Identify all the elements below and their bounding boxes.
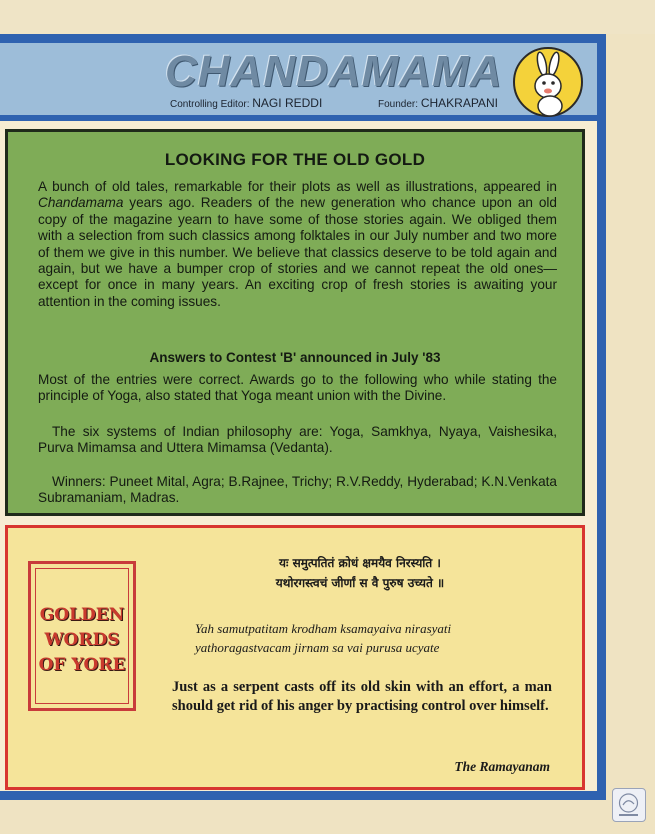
corner-logo-icon — [612, 788, 646, 822]
editorial-magazine-name: Chandamama — [38, 195, 124, 211]
badge-line-1: GOLDEN — [39, 605, 125, 625]
editor-name: NAGI REDDI — [252, 96, 323, 110]
founder — [378, 96, 498, 110]
sanskrit-line-1: यः समुत्पतितं क्रोधं क्षमयैव निरस्यति । — [279, 556, 441, 570]
magazine-title: CHANDAMAMA — [165, 47, 503, 96]
editorial-paragraph — [38, 179, 557, 310]
sanskrit-line-2: यथोरगस्त्वचं जीर्णां स वै पुरुष उच्यते ॥ — [275, 576, 445, 590]
controlling-editor — [170, 96, 322, 110]
translit-line-1: Yah samutpatitam krodham ksamayaiva nirasyati — [195, 621, 452, 636]
badge-line-3: OF YORE — [38, 655, 126, 675]
founder-name: CHAKRAPANI — [420, 96, 498, 110]
page-top-margin — [0, 0, 655, 34]
contest-paragraph: Most of the entries were correct. Awards go to the following who while stating the principle of Yoga, also stated that Yoga meant union with the Divine. — [38, 372, 557, 404]
golden-words-badge-text — [33, 603, 131, 678]
philosophy-paragraph: The six systems of Indian philosophy are: Yoga, Samkhya, Nyaya, Vaishesika, Purva Mimamsa and Uttera Mimamsa (Vedanta). — [38, 424, 557, 456]
winners-paragraph: Winners: Puneet Mital, Agra; B.Rajnee, Trichy; R.V.Reddy, Hyderabad; K.N.Venkata Subramaniam, Madras. — [38, 474, 557, 506]
translation-quote: Just as a serpent casts off its old skin with an effort, a man should get rid of his anger by practising control over himself. — [172, 679, 552, 714]
sanskrit-verse — [205, 553, 515, 593]
translit-line-2: yathoragastvacam jirnam sa vai purusa ucyate — [195, 640, 440, 655]
badge-line-2: WORDS — [44, 630, 120, 650]
rabbit-moon-icon — [512, 46, 584, 118]
editor-label: Controlling Editor: — [170, 99, 250, 110]
editorial-text-rest: years ago. Readers of the new generation who chance upon an old copy of the magazine yearn to have some of those stories again. We obliged them with a selection from such classics among folktales in our July number and two more of them we give in this number. We believe that classics deserve to be told again and again, but we have a bumper crop of stories and we cannot repeat the old ones—except for once in many years. An exciting crop of fresh stories is awaiting your attention in the coming issues. — [38, 195, 557, 309]
editorial-title: LOOKING FOR THE OLD GOLD — [164, 150, 426, 169]
editorial-text-start: A bunch of old tales, remarkable for their plots as well as illustrations, appeared in — [38, 179, 557, 194]
contest-heading: Answers to Contest 'B' announced in July '83 — [149, 350, 441, 365]
founder-label: Founder: — [378, 99, 419, 110]
quote-source: The Ramayanam — [454, 759, 550, 774]
transliteration — [195, 619, 555, 657]
